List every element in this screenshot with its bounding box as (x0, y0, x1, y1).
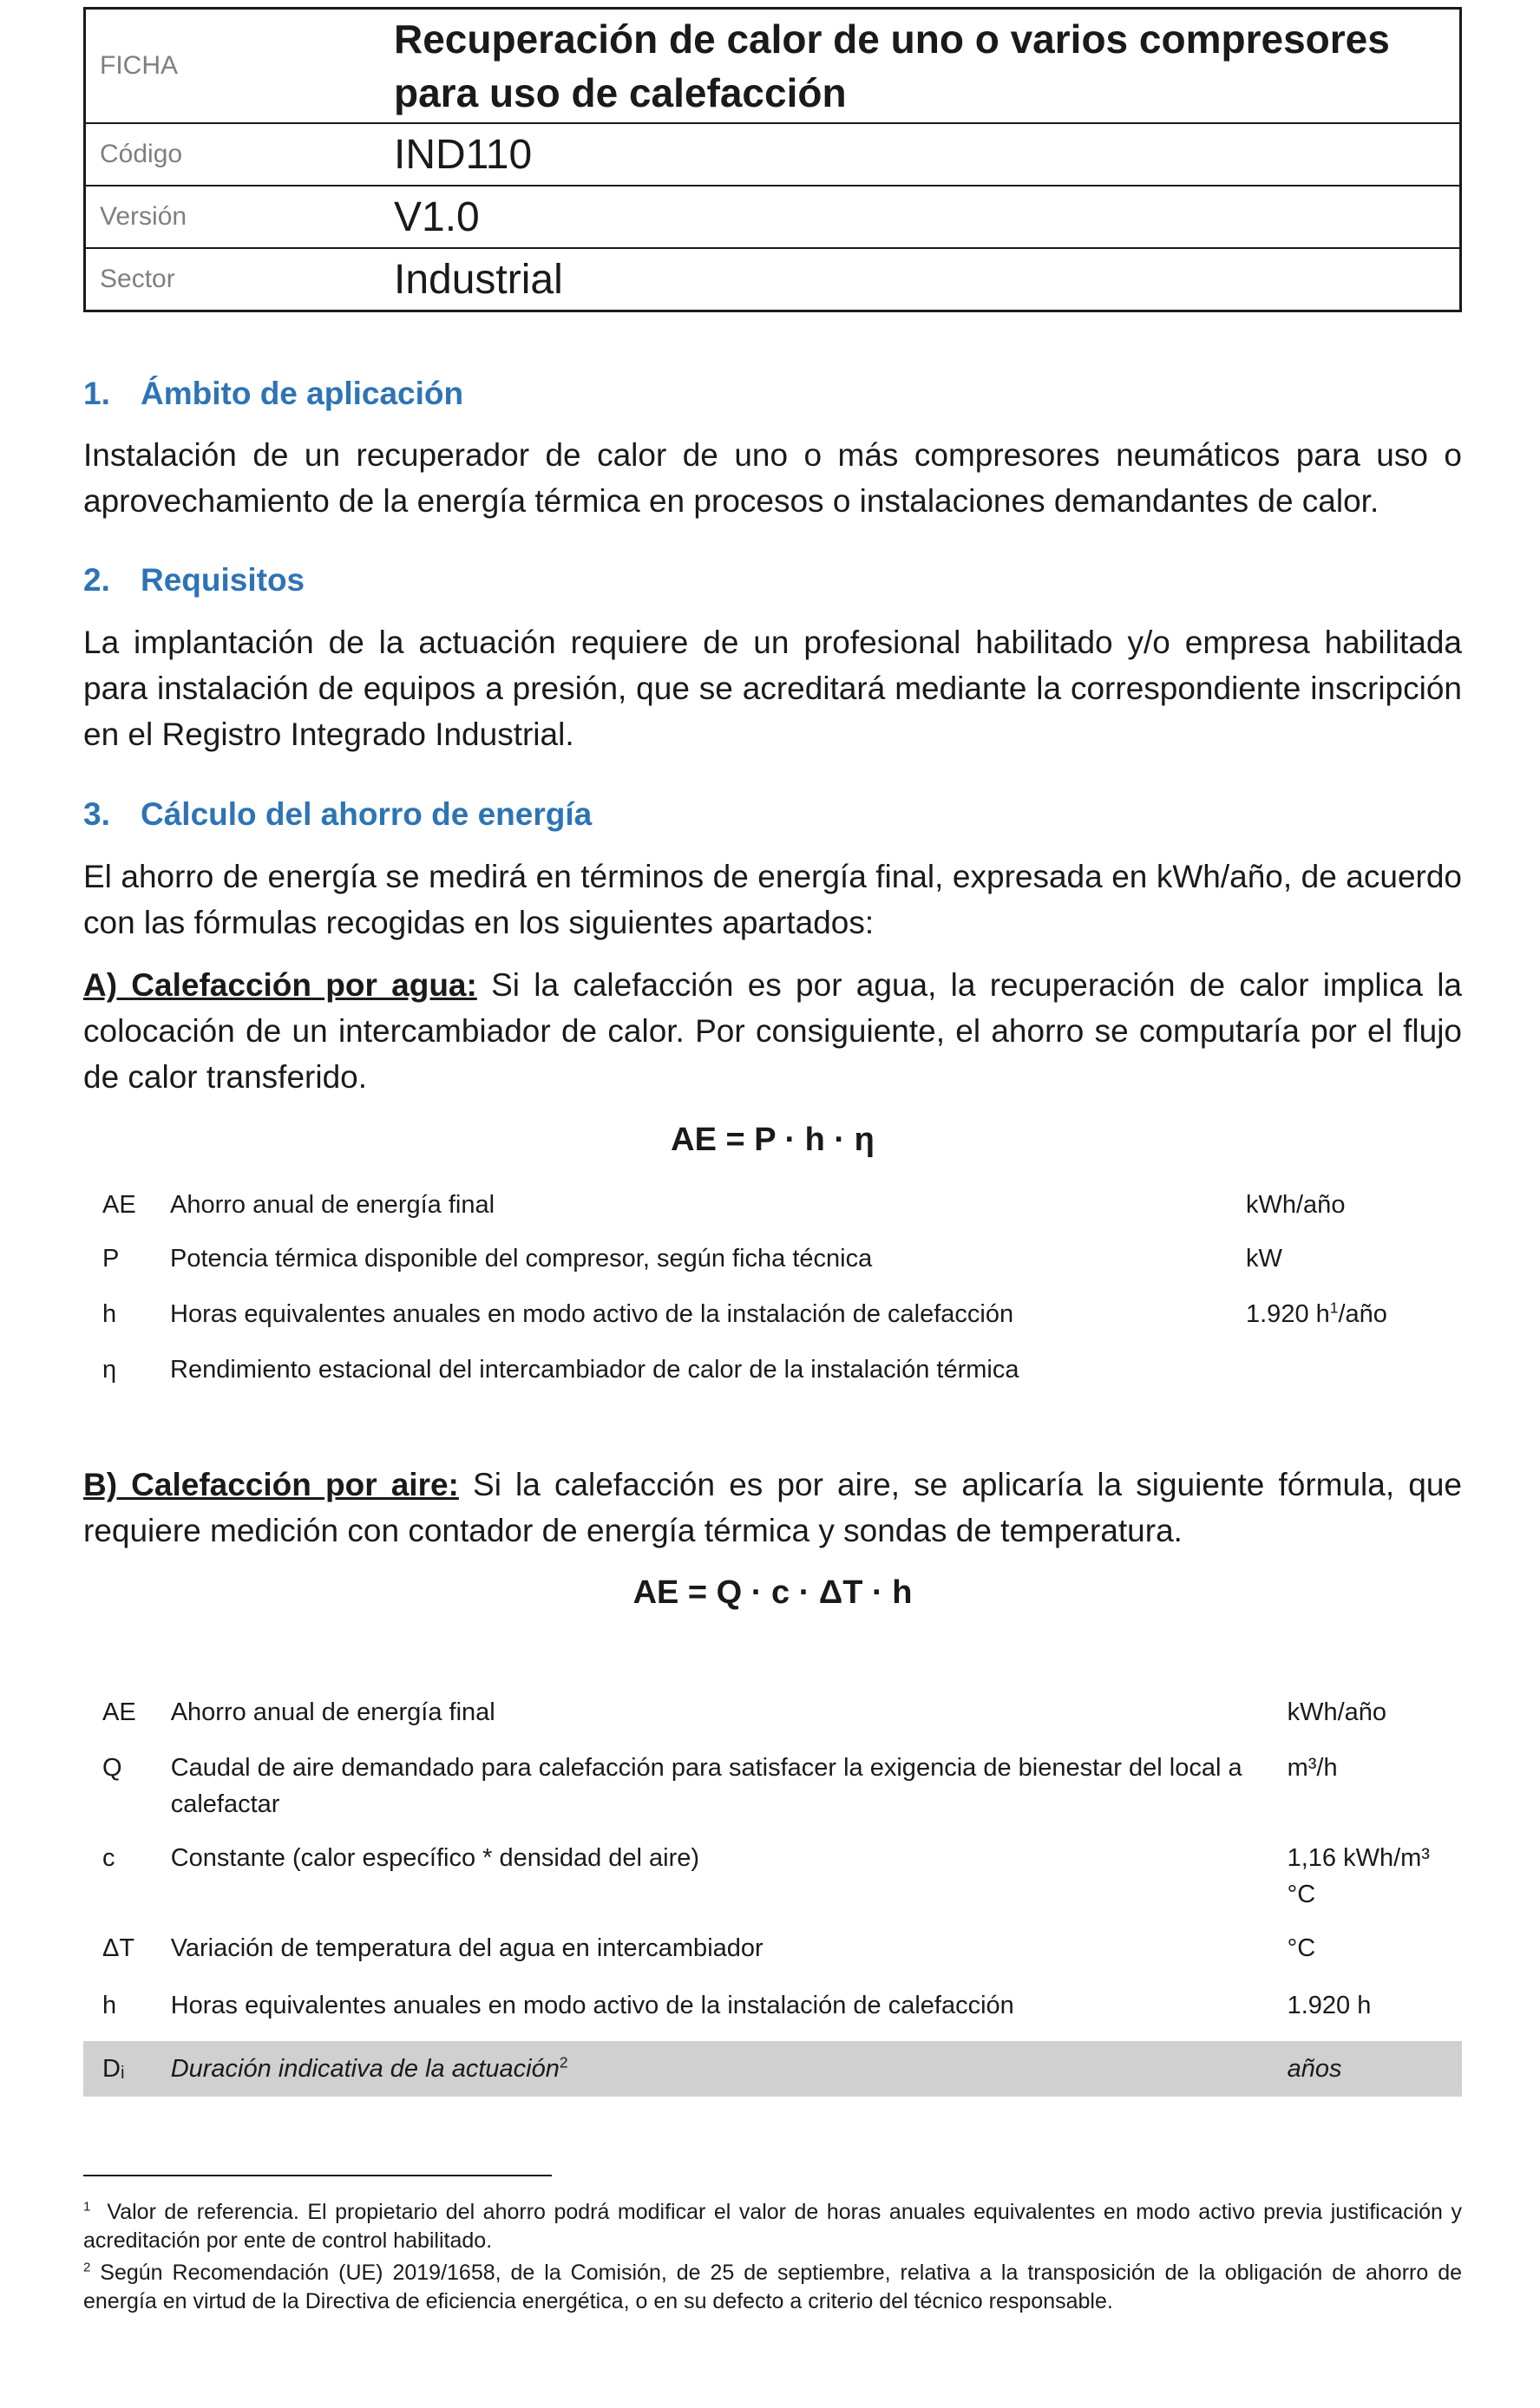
section-body-calculo: El ahorro de energía se medirá en términos de energía final, expresada en kWh/año, de acuerdo con las fórmulas recogidas en los siguientes apartados: (83, 859, 1462, 940)
var-symbol: AE (102, 1698, 136, 1726)
var-unit: 1.920 h (1287, 1992, 1372, 2019)
var-unit: 1,16 kWh/m³ °C (1287, 1844, 1430, 1908)
section-heading-requisitos (83, 562, 305, 599)
section-title: Ámbito de aplicación (141, 376, 464, 411)
header-row-sector (85, 248, 1461, 311)
part-b-label: B) Calefacción por aire: (83, 1467, 459, 1502)
variables-table-a (83, 1187, 1462, 1405)
var-symbol: h (102, 1992, 117, 2019)
document-page (83, 7, 1462, 2313)
var-symbol: Dᵢ (83, 2041, 171, 2097)
var-description: Ahorro anual de energía final (170, 1191, 495, 1219)
var-description: Caudal de aire demandado para calefacción para satisfacer la exigencia de bienestar del local a calefactar (170, 1754, 1242, 1818)
section-number: 1. (83, 376, 110, 411)
footnote-text: Según Recomendación (UE) 2019/1658, de la Comisión, de 25 de septiembre, relativa a la transposición de la obligación de ahorro de energía en virtud de la Directiva de eficiencia energética, o en su defecto a criterio del técnico responsable. (83, 2261, 1462, 2313)
footnote-1 (83, 2198, 1462, 2255)
var-description: Constante (calor específico * densidad del aire) (170, 1844, 700, 1872)
header-row-ficha (85, 9, 1461, 124)
header-row-codigo (85, 123, 1461, 186)
header-key: Código (85, 123, 395, 186)
var-unit: kWh/año (1246, 1191, 1346, 1219)
table-row (83, 1351, 1462, 1405)
var-symbol: AE (102, 1191, 136, 1219)
table-row (83, 1296, 1462, 1351)
footnote-ref: 2 (559, 2053, 568, 2071)
part-b-paragraph (83, 1462, 1462, 1554)
var-unit (1246, 1351, 1462, 1405)
var-description: Variación de temperatura del agua en intercambiador (170, 1934, 763, 1962)
section-body-requisitos: La implantación de la actuación requiere de un profesional habilitado y/o empresa habilitada para instalación de equipos a presión, que se acreditará mediante la correspondiente inscripción en el Registro Integrado Industrial. (83, 625, 1462, 752)
var-unit (1246, 1296, 1462, 1351)
var-description: Rendimiento estacional del intercambiador de calor de la instalación térmica (170, 1356, 1019, 1384)
document-title: Recuperación de calor de uno o varios compresores para uso de calefacción (394, 9, 1461, 124)
var-unit: años (1288, 2041, 1462, 2097)
unit-value: 1.920 h (1246, 1300, 1330, 1328)
section-number: 2. (83, 562, 110, 598)
var-symbol: h (102, 1300, 117, 1328)
footnote-number: 1 (83, 2199, 91, 2215)
table-row (83, 1240, 1462, 1296)
header-table (83, 7, 1462, 312)
part-a-paragraph (83, 962, 1462, 1100)
header-value: IND110 (394, 123, 1461, 186)
var-description: Horas equivalentes anuales en modo activo de la instalación de calefacción (170, 1300, 1014, 1328)
header-key: FICHA (85, 9, 395, 124)
part-a-body: Si la calefacción es por agua, la recuperación de calor implica la colocación de un intercambiador de calor. Por consiguiente, el ahorro se computaría por el flujo de calor transferido. (83, 967, 1462, 1095)
var-symbol: P (102, 1245, 120, 1273)
var-description: Ahorro anual de energía final (170, 1698, 495, 1726)
table-row (83, 1987, 1462, 2041)
unit-tail: /año (1338, 1300, 1387, 1328)
table-row (83, 1930, 1462, 1987)
footnote-number: 2 (83, 2260, 91, 2275)
table-row (83, 1694, 1462, 1750)
var-description: Horas equivalentes anuales en modo activo de la instalación de calefacción (170, 1992, 1014, 2019)
table-row (83, 1750, 1462, 1840)
formula-b: AE = Q · c · ΔT · h (632, 1574, 913, 1611)
footnote-2 (83, 2259, 1462, 2316)
table-row (83, 1187, 1462, 1240)
section-title: Cálculo del ahorro de energía (141, 796, 593, 832)
formula-a: AE = P · h · η (671, 1122, 875, 1158)
var-unit: kW (1246, 1245, 1282, 1273)
header-key: Versión (85, 186, 395, 248)
part-a-label: A) Calefacción por agua: (83, 967, 477, 1003)
footnote-separator (83, 2175, 552, 2176)
var-symbol: ΔT (102, 1934, 135, 1962)
section-number: 3. (83, 796, 110, 832)
var-symbol: η (102, 1356, 117, 1384)
part-b-body: Si la calefacción es por aire, se aplicaría la siguiente fórmula, que requiere medición con contador de energía térmica y sondas de temperatura. (83, 1467, 1462, 1548)
table-row (83, 1840, 1462, 1930)
footnote-text: Valor de referencia. El propietario del ahorro podrá modificar el valor de horas anuales equivalentes en modo activo previa justificación y acreditación por ente de control habilitado. (83, 2200, 1462, 2253)
header-row-version (85, 186, 1461, 248)
description-text: Duración indicativa de la actuación (170, 2055, 560, 2083)
footnote-ref: 1 (1329, 1299, 1339, 1317)
section-body-ambito: Instalación de un recuperador de calor de uno o más compresores neumáticos para uso o aprovechamiento de la energía térmica en procesos o instalaciones demandantes de calor. (83, 437, 1462, 519)
section-heading-ambito (83, 376, 463, 412)
var-description: Potencia térmica disponible del compresor, según ficha técnica (170, 1245, 873, 1273)
var-unit: kWh/año (1287, 1698, 1387, 1726)
header-value: V1.0 (394, 186, 1461, 248)
var-description (171, 2041, 1288, 2097)
table-row-shaded (83, 2041, 1462, 2097)
var-symbol: Q (102, 1754, 122, 1782)
section-heading-calculo (83, 796, 592, 833)
variables-table-b (83, 1694, 1462, 2097)
var-unit: °C (1287, 1934, 1316, 1962)
section-title: Requisitos (141, 562, 305, 598)
var-unit: m³/h (1287, 1754, 1338, 1782)
var-symbol: c (102, 1844, 115, 1872)
header-value: Industrial (394, 248, 1461, 311)
header-key: Sector (85, 248, 395, 311)
